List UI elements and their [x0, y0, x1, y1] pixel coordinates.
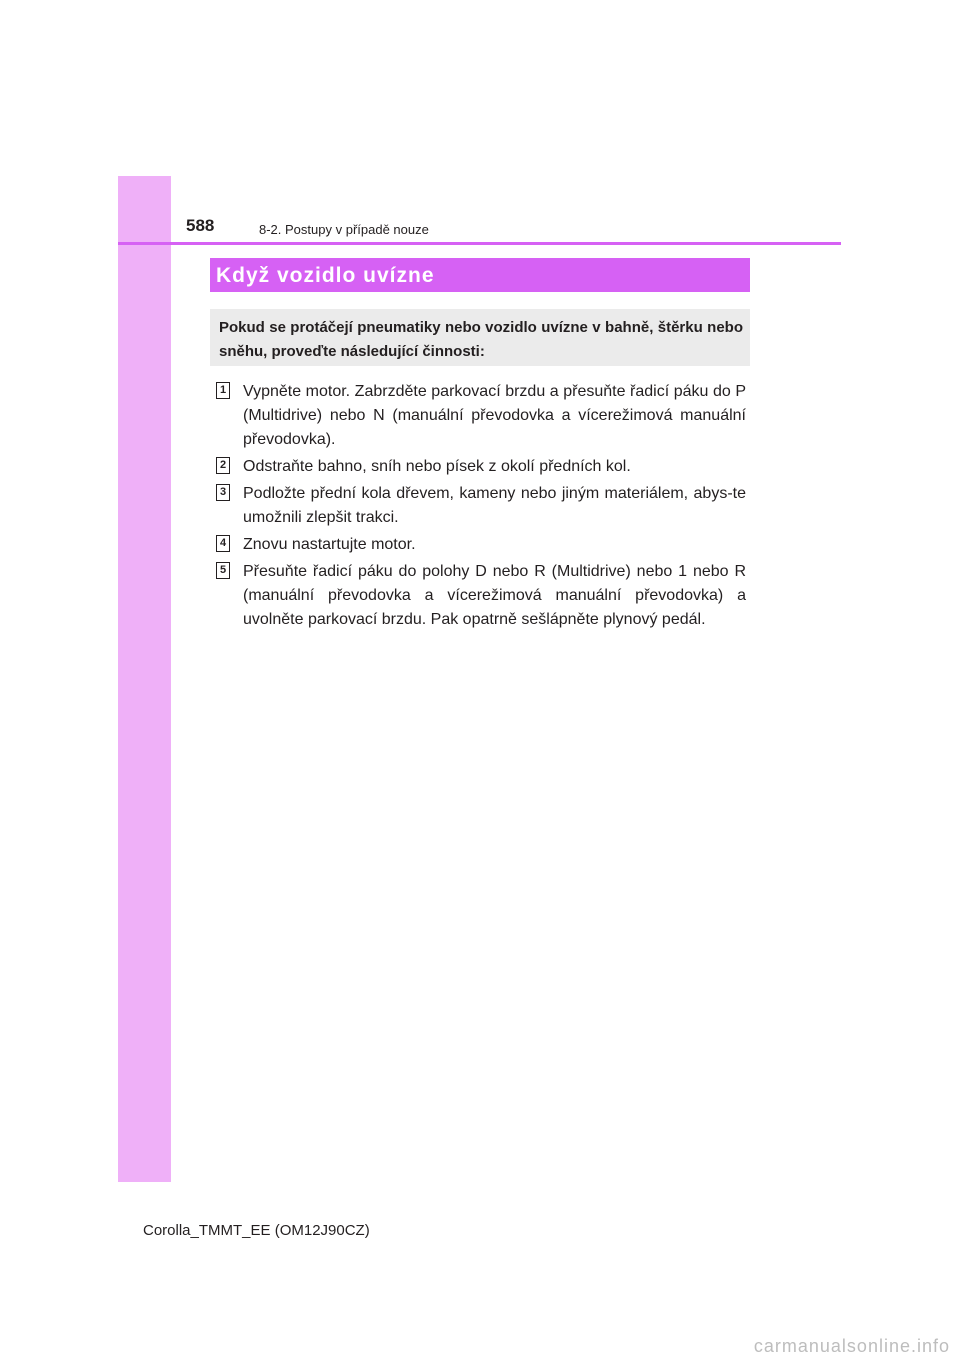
- page-number: 588: [186, 216, 215, 235]
- step-item: [216, 482, 746, 530]
- step-item: [216, 455, 746, 479]
- step-number-badge: 1: [216, 382, 230, 399]
- step-number-badge: 4: [216, 535, 230, 552]
- step-number-badge: 5: [216, 562, 230, 579]
- intro-text: Pokud se protáčejí pneumatiky nebo vozidlo uvízne v bahně, štěrku nebo sněhu, proveďte následující činnosti:: [219, 319, 743, 360]
- chapter-title: 8-2. Postupy v případě nouze: [259, 222, 429, 237]
- watermark: carmanualsonline.info: [753, 1336, 950, 1356]
- step-number-badge: 2: [216, 457, 230, 474]
- step-text: Odstraňte bahno, sníh nebo písek z okolí předních kol.: [243, 458, 631, 475]
- step-item: [216, 380, 746, 452]
- intro-box: [210, 309, 750, 366]
- step-number-badge: 3: [216, 484, 230, 501]
- header-divider: [118, 242, 841, 245]
- side-tab-strip: [118, 176, 171, 1182]
- footer-manual-id: Corolla_TMMT_EE (OM12J90CZ): [143, 1222, 370, 1239]
- step-text: Podložte přední kola dřevem, kameny nebo jiným materiálem, abys-te umožnili zlepšit trakci.: [243, 485, 746, 526]
- section-title: Když vozidlo uvízne: [216, 264, 435, 287]
- step-text: Znovu nastartujte motor.: [243, 536, 416, 553]
- step-list: [216, 380, 746, 635]
- step-text: Přesuňte řadicí páku do polohy D nebo R (Multidrive) nebo 1 nebo R (manuální převodovka a vícerežimová manuální převodovka) a uvolněte parkovací brzdu. Pak opatrně sešlápněte plynový pedál.: [243, 563, 746, 628]
- step-text: Vypněte motor. Zabrzděte parkovací brzdu a přesuňte řadicí páku do P (Multidrive) nebo N (manuální převodovka a vícerežimová manuální převodovka).: [243, 383, 746, 448]
- step-item: [216, 533, 746, 557]
- step-item: [216, 560, 746, 632]
